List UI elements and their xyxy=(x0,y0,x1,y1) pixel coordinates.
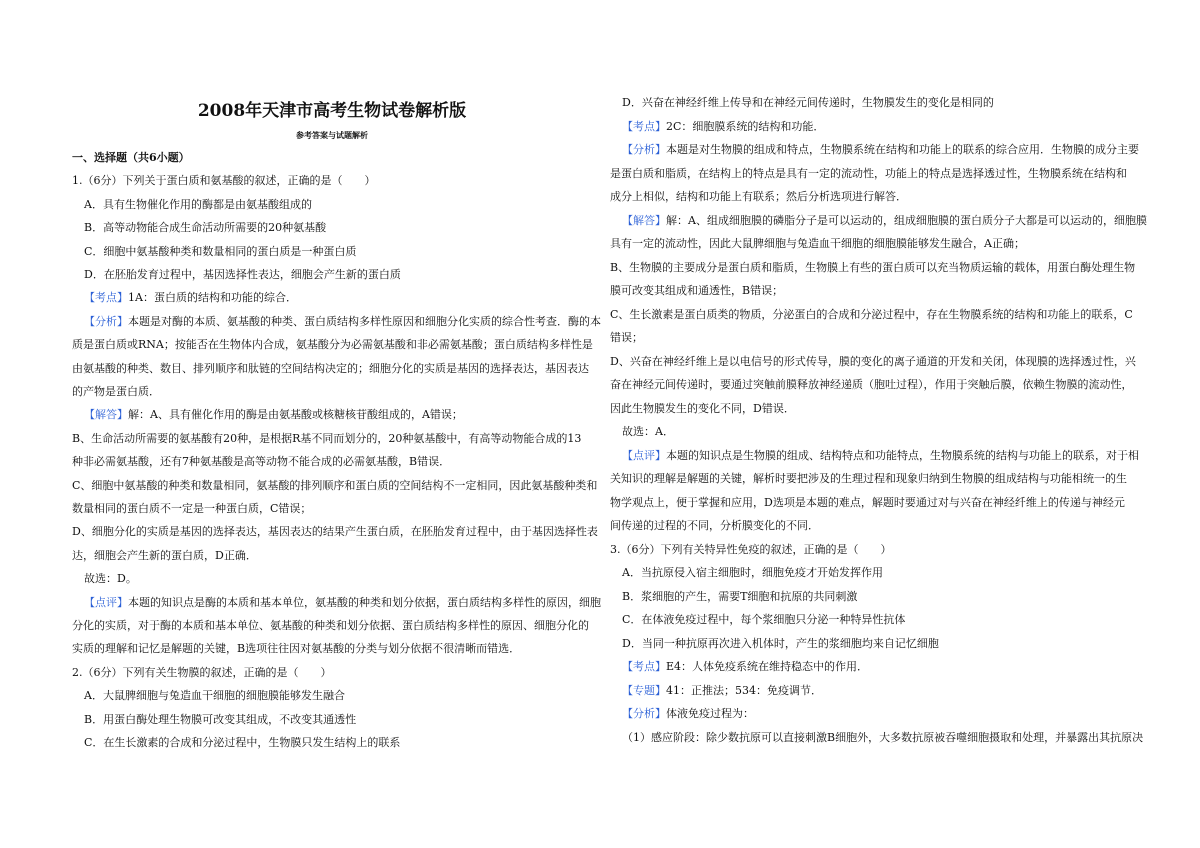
text-line xyxy=(610,472,1127,486)
text-line xyxy=(622,449,1139,463)
text-line xyxy=(622,214,1147,228)
line-text: 3.（6分）下列有关特异性免疫的叙述，正确的是（ ） xyxy=(610,542,892,556)
line-text: A．大鼠脾细胞与兔造血干细胞的细胞膜能够发生融合 xyxy=(84,689,345,703)
text-line xyxy=(72,502,311,516)
line-text: 本题的知识点是生物膜的组成、结构特点和功能特点，生物膜系统的结构与功能上的联系，对于相 xyxy=(666,448,1139,462)
line-text: E4：人体免疫系统在维持稳态中的作用． xyxy=(666,660,869,673)
text-line xyxy=(610,284,783,298)
text-line xyxy=(622,120,824,134)
line-text: 具有一定的流动性，因此大鼠脾细胞与兔造血干细胞的细胞膜能够发生融合，A正确； xyxy=(610,237,1025,250)
text-line xyxy=(72,549,257,563)
text-line xyxy=(610,496,1125,510)
line-text: 膜可改变其组成和通透性，B错误； xyxy=(610,284,784,297)
line-text: D、细胞分化的实质是基因的选择表达，基因表达的结果产生蛋白质，在胚胎发育过程中，由于基因选择性表 xyxy=(72,525,598,539)
line-text: 1A：蛋白质的结构和功能的综合． xyxy=(128,291,297,305)
line-text: A．具有生物催化作用的酶都是由氨基酸组成的 xyxy=(84,197,312,211)
section-tag: 【考点】 xyxy=(622,660,666,673)
text-line xyxy=(610,355,1136,369)
text-line xyxy=(84,572,137,586)
section-tag: 【考点】 xyxy=(622,119,666,133)
text-line xyxy=(72,432,581,446)
text-line xyxy=(622,613,905,627)
text-line xyxy=(84,291,297,305)
text-line xyxy=(84,198,312,212)
section-tag: 【解答】 xyxy=(84,408,128,422)
line-text: 2C：细胞膜系统的结构和功能． xyxy=(666,119,825,133)
line-text: D、兴奋在神经纤维上是以电信号的形式传导，膜的变化的离子通道的开发和关闭，体现膜的选择透过性，兴 xyxy=(610,354,1136,368)
line-text: 故选：A． xyxy=(622,425,674,438)
line-text: 的产物是蛋白质． xyxy=(72,385,160,398)
line-text: 本题的知识点是酶的本质和基本单位，氨基酸的种类和划分依据，蛋白质结构多样性的原因，细胞 xyxy=(128,595,601,609)
text-line xyxy=(622,566,883,580)
text-line xyxy=(84,221,326,235)
section-tag: 【专题】 xyxy=(622,683,666,697)
line-text: D．在胚胎发育过程中，基因选择性表达，细胞会产生新的蛋白质 xyxy=(84,268,401,281)
text-line xyxy=(84,268,401,282)
text-line xyxy=(622,660,868,674)
line-text: 解：A、组成细胞膜的磷脂分子是可以运动的，组成细胞膜的蛋白质分子大都是可以运动的，细胞膜 xyxy=(666,213,1147,227)
line-text: 关知识的理解是解题的关键，解析时要把涉及的生理过程和现象归纳到生物膜的组成结构与功能相统一的生 xyxy=(610,472,1127,485)
line-text: 达，细胞会产生新的蛋白质，D正确． xyxy=(72,548,257,562)
text-line xyxy=(622,143,1139,157)
text-line xyxy=(84,689,345,703)
line-text: C．在生长激素的合成和分泌过程中，生物膜只发生结构上的联系 xyxy=(84,736,401,749)
line-text: 是蛋白质和脂质，在结构上的特点是具有一定的流动性，功能上的特点是选择透过性，生物膜系统在结构和 xyxy=(610,166,1127,180)
text-line xyxy=(610,261,1135,275)
text-line xyxy=(610,308,1133,322)
text-line xyxy=(84,713,356,727)
line-text: 解：A、具有催化作用的酶是由氨基酸或核糖核苷酸组成的，A错误； xyxy=(128,408,463,422)
line-text: 本题是对生物膜的组成和特点，生物膜系统在结构和功能上的联系的综合应用．生物膜的成分主要 xyxy=(666,143,1139,156)
line-text: 2.（6分）下列有关生物膜的叙述，正确的是（ ） xyxy=(72,665,332,679)
section-tag: 【分析】 xyxy=(622,143,666,156)
text-line xyxy=(622,425,674,439)
text-line xyxy=(72,479,597,493)
line-text: 实质的理解和记忆是解题的关键，B选项往往因对氨基酸的分类与划分依据不很清晰而错选． xyxy=(72,642,521,656)
text-line xyxy=(622,96,994,110)
text-line xyxy=(610,331,643,345)
line-text: 由氨基酸的种类、数目、排列顺序和肽链的空间结构决定的；细胞分化的实质是基因的选择表达，基因表达 xyxy=(72,361,589,375)
text-line xyxy=(72,666,332,680)
text-line xyxy=(610,378,1133,392)
text-line xyxy=(72,362,589,376)
line-text: 质是蛋白质或RNA；按能否在生物体内合成，氨基酸分为必需氨基酸和非必需氨基酸；蛋白质结构多样性是 xyxy=(72,338,593,352)
line-text: B．用蛋白酶处理生物膜可改变其组成，不改变其通透性 xyxy=(84,712,357,726)
line-text: B、生物膜的主要成分是蛋白质和脂质，生物膜上有些的蛋白质可以充当物质运输的载体，用蛋白酶处理生物 xyxy=(610,260,1136,274)
line-text: 1.（6分）下列关于蛋白质和氨基酸的叙述，正确的是（ ） xyxy=(72,174,376,188)
line-text: 奋在神经元间传递时，要通过突触前膜释放神经递质（胞吐过程），作用于突触后膜，依赖生物膜的流动性， xyxy=(610,378,1133,391)
text-line xyxy=(610,543,892,557)
line-text: C．细胞中氨基酸种类和数量相同的蛋白质是一种蛋白质 xyxy=(84,244,357,258)
text-line xyxy=(610,402,795,416)
line-text: 物学观点上，便于掌握和应用，D选项是本题的难点，解题时要通过对与兴奋在神经纤维上的传递与神经元 xyxy=(610,495,1125,509)
line-text: C．在体液免疫过程中，每个浆细胞只分泌一种特异性抗体 xyxy=(622,613,906,626)
line-text: （1）感应阶段：除少数抗原可以直接刺激B细胞外，大多数抗原被吞噬细胞摄取和处理，并暴露出其抗原决 xyxy=(622,730,1144,744)
text-line xyxy=(622,684,822,698)
text-line xyxy=(622,637,939,651)
line-text: 间传递的过程的不同，分析膜变化的不同． xyxy=(610,519,819,532)
section-tag: 【点评】 xyxy=(622,448,666,462)
section-heading xyxy=(72,151,190,165)
text-line xyxy=(610,519,819,533)
section-tag: 【考点】 xyxy=(84,291,128,305)
section-tag: 【点评】 xyxy=(84,595,128,609)
line-text: 数量相同的蛋白质不一定是一种蛋白质，C错误； xyxy=(72,502,312,515)
line-text: D．当同一种抗原再次进入机体时，产生的浆细胞均来自记忆细胞 xyxy=(622,636,939,650)
line-text: 故选：D。 xyxy=(84,572,137,586)
text-line xyxy=(72,455,450,469)
line-text: D．兴奋在神经纤维上传导和在神经元间传递时，生物膜发生的变化是相同的 xyxy=(622,96,994,109)
text-line xyxy=(610,237,1025,251)
text-line xyxy=(622,707,754,721)
line-text: B、生命活动所需要的氨基酸有20种，是根据R基不同而划分的，20种氨基酸中，有高等动物能合成的13 xyxy=(72,431,582,445)
line-text: 错误； xyxy=(610,331,643,344)
line-text: 本题是对酶的本质、氨基酸的种类、蛋白质结构多样性原因和细胞分化实质的综合性考查．酶的本 xyxy=(128,314,601,328)
line-text: 因此生物膜发生的变化不同，D错误． xyxy=(610,401,795,415)
text-line xyxy=(72,642,520,656)
text-line xyxy=(622,731,1143,745)
line-text: 41：正推法；534：免疫调节． xyxy=(666,683,822,697)
section-tag: 【分析】 xyxy=(84,314,128,328)
line-text: A．当抗原侵入宿主细胞时，细胞免疫才开始发挥作用 xyxy=(622,566,883,579)
line-text: 成分上相似，结构和功能上有联系；然后分析选项进行解答． xyxy=(610,190,907,203)
line-text: C、生长激素是蛋白质类的物质，分泌蛋白的合成和分泌过程中，存在生物膜系统的结构和功能上的联系，C xyxy=(610,307,1133,321)
text-line xyxy=(84,408,463,422)
text-line xyxy=(84,245,356,259)
section-tag: 【分析】 xyxy=(622,707,666,720)
text-line xyxy=(72,525,598,539)
line-text: B．浆细胞的产生，需要T细胞和抗原的共同刺激 xyxy=(622,589,858,603)
document-title: 2008年天津市高考生物试卷解析版 xyxy=(197,101,467,121)
text-line xyxy=(72,174,376,188)
text-line xyxy=(610,190,907,204)
line-text: B．高等动物能合成生命活动所需要的20种氨基酸 xyxy=(84,221,327,235)
section-tag: 【解答】 xyxy=(622,213,666,227)
line-text: 分化的实质，对于酶的本质和基本单位、氨基酸的种类和划分依据、蛋白质结构多样性的原因、细胞分化的 xyxy=(72,619,589,632)
line-text: 体液免疫过程为： xyxy=(666,707,754,720)
text-line xyxy=(72,619,589,633)
text-line xyxy=(610,167,1127,181)
line-text: 种非必需氨基酸，还有7种氨基酸是高等动物不能合成的必需氨基酸，B错误． xyxy=(72,455,451,469)
text-line xyxy=(84,315,601,329)
text-line xyxy=(84,596,601,610)
text-line xyxy=(72,338,593,352)
text-line xyxy=(622,590,857,604)
document-subtitle: 参考答案与试题解析 xyxy=(296,130,368,140)
line-text: C、细胞中氨基酸的种类和数量相同，氨基酸的排列顺序和蛋白质的空间结构不一定相同，因此氨基酸种类和 xyxy=(72,478,598,492)
text-line xyxy=(84,736,400,750)
text-line xyxy=(72,385,160,399)
line-text: 一、选择题（共6小题） xyxy=(72,151,190,164)
